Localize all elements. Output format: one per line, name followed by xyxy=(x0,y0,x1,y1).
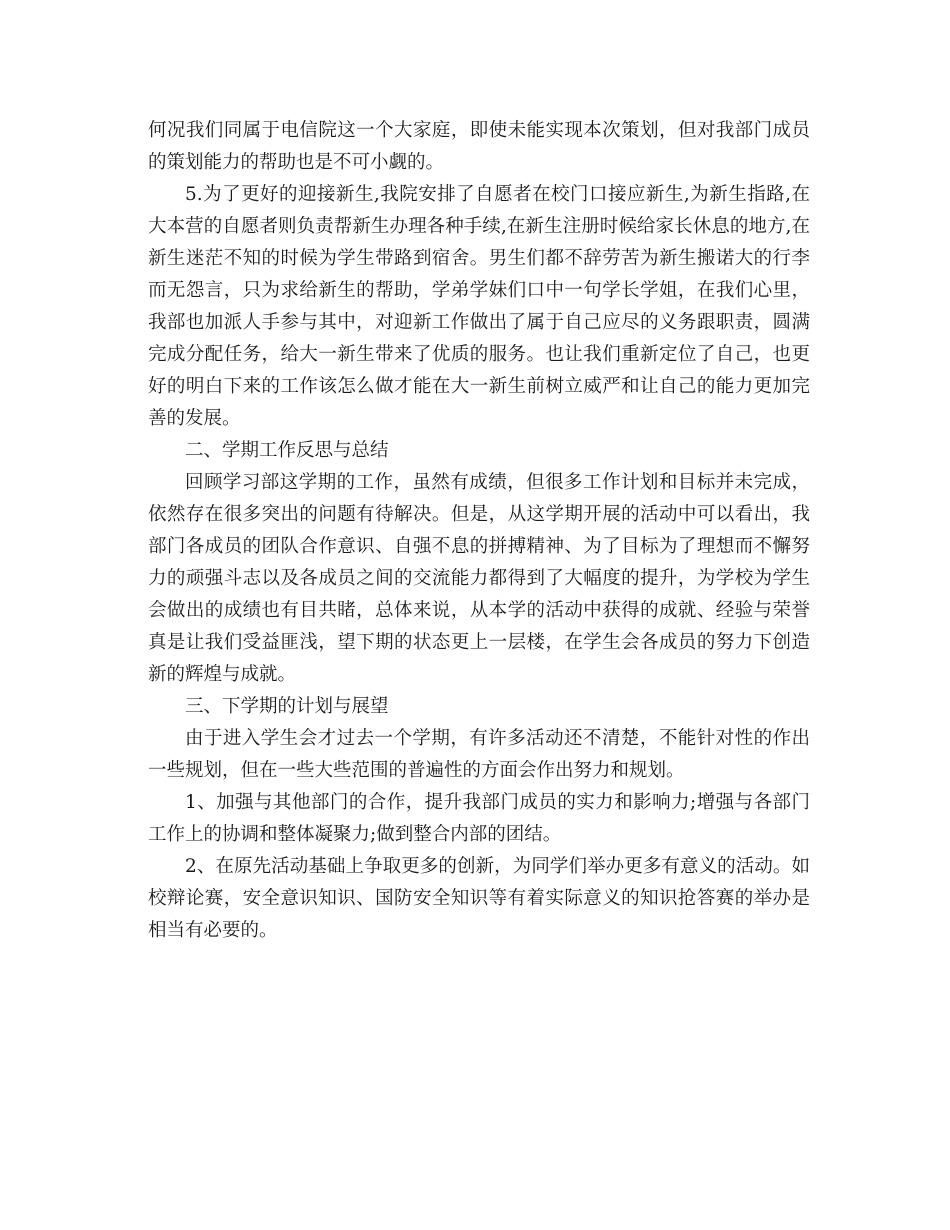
section-heading-plan: 三、下学期的计划与展望 xyxy=(185,696,389,717)
paragraph-continuation: 何况我们同属于电信院这一个大家庭，即使未能实现本次策划，但对我部门成员的策划能力的帮助也是不可小觑的。 xyxy=(148,120,810,173)
paragraph-item-5: 5.为了更好的迎接新生,我院安排了自愿者在校门口接应新生,为新生指路,在大本营的自愿者则负责帮新生办理各种手续,在新生注册时候给家长休息的地方,在新生迷茫不知的时候为学生带路到宿舍。男生们都不辞劳苦为新生搬诺大的行李而无怨言，只为求给新生的帮助，学弟学妹们口中一句学长学姐，在我们心里，我部也加派人手参与其中，对迎新工作做出了属于自己应尽的义务跟职责，圆满完成分配任务，给大一新生带来了优质的服务。也让我们重新定位了自己，也更好的明白下来的工作该怎么做才能在大一新生前树立威严和让自己的能力更加完善的发展。 xyxy=(148,184,810,429)
paragraph-plan-item-2: 2、在原先活动基础上争取更多的创新，为同学们举办更多有意义的活动。如校辩论赛，安全意识知识、国防安全知识等有着实际意义的知识抢答赛的举办是相当有必要的。 xyxy=(148,856,810,941)
paragraph-plan-intro: 由于进入学生会才过去一个学期，有许多活动还不清楚，不能针对性的作出一些规划，但在一些大些范围的普遍性的方面会作出努力和规划。 xyxy=(148,728,810,781)
section-heading-reflection: 二、学期工作反思与总结 xyxy=(185,440,389,461)
document-body xyxy=(148,115,810,947)
paragraph-reflection: 回顾学习部这学期的工作，虽然有成绩，但很多工作计划和目标并未完成，依然存在很多突出的问题有待解决。但是，从这学期开展的活动中可以看出，我部门各成员的团队合作意识、自强不息的拼搏精神、为了目标为了理想而不懈努力的顽强斗志以及各成员之间的交流能力都得到了大幅度的提升，为学校为学生会做出的成绩也有目共睹，总体来说，从本学的活动中获得的成就、经验与荣誉真是让我们受益匪浅，望下期的状态更上一层楼，在学生会各成员的努力下创造新的辉煌与成就。 xyxy=(148,472,810,685)
paragraph-plan-item-1: 1、加强与其他部门的合作，提升我部门成员的实力和影响力;增强与各部门工作上的协调和整体凝聚力;做到整合内部的团结。 xyxy=(148,792,810,845)
